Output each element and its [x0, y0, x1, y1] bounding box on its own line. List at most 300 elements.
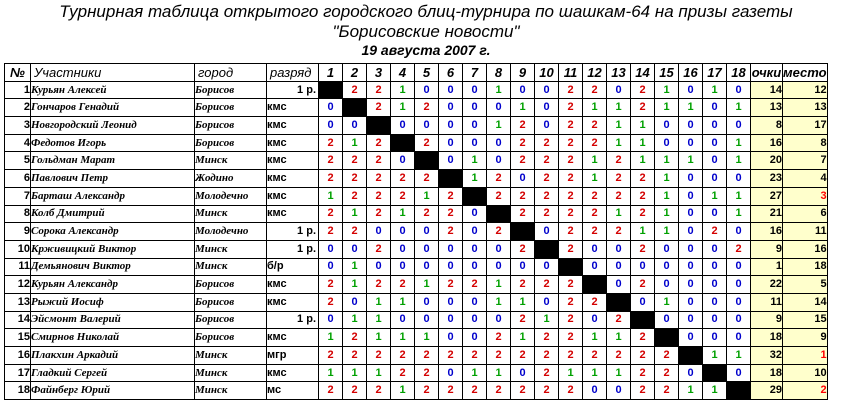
result-cell: 2 [415, 364, 439, 382]
result-cell: 2 [511, 240, 535, 258]
result-cell: 2 [391, 276, 415, 294]
result-cell: 1 [367, 293, 391, 311]
points-cell: 16 [751, 223, 783, 241]
result-cell: 0 [631, 293, 655, 311]
diagonal-cell [679, 347, 703, 365]
result-cell: 1 [319, 329, 343, 347]
participant-rank: кмс [267, 364, 319, 382]
participant-name: Плакхин Аркадий [31, 347, 195, 365]
diagonal-cell [703, 364, 727, 382]
participant-city: Борисов [195, 134, 267, 152]
place-cell: 2 [783, 382, 828, 400]
diagonal-cell [391, 134, 415, 152]
result-cell: 1 [655, 81, 679, 99]
row-number: 9 [5, 223, 31, 241]
result-cell: 2 [559, 99, 583, 117]
result-cell: 2 [607, 187, 631, 205]
result-cell: 2 [583, 293, 607, 311]
participant-name: Гончаров Генадий [31, 99, 195, 117]
result-cell: 2 [415, 347, 439, 365]
table-row [5, 329, 828, 347]
result-cell: 1 [391, 329, 415, 347]
participant-city: Борисов [195, 276, 267, 294]
diagonal-cell [439, 170, 463, 188]
result-cell: 0 [727, 293, 751, 311]
diagonal-cell [583, 276, 607, 294]
result-cell: 2 [559, 240, 583, 258]
result-cell: 2 [319, 382, 343, 400]
result-cell: 1 [559, 364, 583, 382]
result-cell: 2 [367, 170, 391, 188]
result-cell: 1 [391, 81, 415, 99]
result-cell: 2 [319, 293, 343, 311]
result-cell: 2 [559, 152, 583, 170]
result-cell: 2 [439, 223, 463, 241]
participant-city: Минск [195, 240, 267, 258]
result-cell: 0 [703, 170, 727, 188]
result-cell: 1 [487, 364, 511, 382]
result-cell: 1 [487, 276, 511, 294]
result-cell: 0 [511, 170, 535, 188]
header-opponent-7: 7 [463, 64, 487, 82]
points-cell: 18 [751, 329, 783, 347]
result-cell: 0 [391, 258, 415, 276]
row-number: 2 [5, 99, 31, 117]
result-cell: 0 [727, 117, 751, 135]
participant-rank: б/р [267, 258, 319, 276]
result-cell: 0 [487, 99, 511, 117]
points-cell: 20 [751, 152, 783, 170]
result-cell: 0 [463, 223, 487, 241]
result-cell: 1 [679, 152, 703, 170]
result-cell: 0 [463, 240, 487, 258]
header-row [5, 64, 828, 82]
participant-city: Жодино [195, 170, 267, 188]
result-cell: 0 [679, 258, 703, 276]
result-cell: 2 [415, 134, 439, 152]
result-cell: 2 [511, 382, 535, 400]
place-cell: 8 [783, 134, 828, 152]
result-cell: 1 [703, 382, 727, 400]
result-cell: 2 [559, 187, 583, 205]
result-cell: 0 [631, 258, 655, 276]
result-cell: 2 [367, 187, 391, 205]
result-cell: 0 [583, 258, 607, 276]
result-cell: 1 [319, 364, 343, 382]
result-cell: 0 [439, 117, 463, 135]
result-cell: 1 [631, 134, 655, 152]
points-cell: 23 [751, 170, 783, 188]
participant-city: Минск [195, 258, 267, 276]
result-cell: 2 [439, 276, 463, 294]
result-cell: 0 [391, 223, 415, 241]
participant-name: Барташ Александр [31, 187, 195, 205]
result-cell: 1 [655, 170, 679, 188]
participant-name: Новгородский Леонид [31, 117, 195, 135]
result-cell: 1 [511, 329, 535, 347]
result-cell: 2 [463, 347, 487, 365]
result-cell: 0 [703, 205, 727, 223]
participant-rank: кмс [267, 329, 319, 347]
points-cell: 9 [751, 240, 783, 258]
result-cell: 0 [415, 293, 439, 311]
result-cell: 2 [487, 187, 511, 205]
result-cell: 1 [343, 311, 367, 329]
result-cell: 1 [607, 205, 631, 223]
participant-name: Файнберг Юрий [31, 382, 195, 400]
row-number: 7 [5, 187, 31, 205]
result-cell: 0 [463, 81, 487, 99]
table-row [5, 382, 828, 400]
header-opponent-11: 11 [559, 64, 583, 82]
result-cell: 1 [343, 364, 367, 382]
result-cell: 0 [583, 311, 607, 329]
table-row [5, 240, 828, 258]
result-cell: 1 [487, 117, 511, 135]
result-cell: 2 [511, 117, 535, 135]
result-cell: 1 [583, 329, 607, 347]
result-cell: 1 [343, 258, 367, 276]
result-cell: 0 [607, 258, 631, 276]
result-cell: 0 [535, 223, 559, 241]
result-cell: 2 [655, 364, 679, 382]
result-cell: 2 [343, 187, 367, 205]
diagonal-cell [367, 117, 391, 135]
result-cell: 2 [535, 152, 559, 170]
result-cell: 0 [391, 152, 415, 170]
result-cell: 0 [439, 81, 463, 99]
result-cell: 1 [655, 99, 679, 117]
place-cell: 10 [783, 364, 828, 382]
header-place: место [783, 64, 827, 80]
participant-name: Эйсмонт Валерий [31, 311, 195, 329]
result-cell: 1 [487, 81, 511, 99]
result-cell: 0 [703, 240, 727, 258]
result-cell: 2 [631, 276, 655, 294]
participant-name: Колб Дмитрий [31, 205, 195, 223]
participant-city: Минск [195, 364, 267, 382]
participant-city: Молодечно [195, 187, 267, 205]
result-cell: 0 [583, 382, 607, 400]
result-cell: 0 [679, 293, 703, 311]
row-number: 14 [5, 311, 31, 329]
result-cell: 2 [367, 81, 391, 99]
result-cell: 2 [415, 382, 439, 400]
result-cell: 2 [559, 81, 583, 99]
result-cell: 0 [727, 81, 751, 99]
points-cell: 11 [751, 293, 783, 311]
result-cell: 1 [391, 293, 415, 311]
result-cell: 0 [679, 205, 703, 223]
result-cell: 0 [415, 81, 439, 99]
result-cell: 0 [367, 223, 391, 241]
place-cell: 12 [783, 81, 828, 99]
result-cell: 0 [679, 187, 703, 205]
row-number: 6 [5, 170, 31, 188]
result-cell: 0 [463, 117, 487, 135]
result-cell: 0 [463, 329, 487, 347]
result-cell: 1 [343, 276, 367, 294]
result-cell: 0 [727, 311, 751, 329]
participant-city: Борисов [195, 311, 267, 329]
participant-name: Гладкий Сергей [31, 364, 195, 382]
result-cell: 2 [631, 382, 655, 400]
participant-name: Гольдман Марат [31, 152, 195, 170]
result-cell: 1 [727, 205, 751, 223]
result-cell: 0 [439, 99, 463, 117]
result-cell: 0 [463, 293, 487, 311]
participant-rank: 1 р. [267, 223, 319, 241]
result-cell: 2 [511, 276, 535, 294]
header-opponent-1: 1 [319, 64, 343, 82]
result-cell: 0 [439, 329, 463, 347]
result-cell: 0 [727, 329, 751, 347]
result-cell: 2 [319, 134, 343, 152]
result-cell: 0 [679, 329, 703, 347]
result-cell: 1 [583, 152, 607, 170]
participant-city: Борисов [195, 99, 267, 117]
result-cell: 2 [583, 81, 607, 99]
result-cell: 0 [463, 99, 487, 117]
result-cell: 2 [583, 205, 607, 223]
participant-city: Минск [195, 347, 267, 365]
result-cell: 1 [703, 347, 727, 365]
place-cell: 5 [783, 276, 828, 294]
result-cell: 0 [703, 258, 727, 276]
diagonal-cell [463, 187, 487, 205]
result-cell: 2 [631, 240, 655, 258]
result-cell: 2 [607, 223, 631, 241]
result-cell: 1 [391, 382, 415, 400]
result-cell: 2 [631, 329, 655, 347]
participant-city: Минск [195, 152, 267, 170]
result-cell: 2 [439, 347, 463, 365]
diagonal-cell [415, 152, 439, 170]
row-number: 16 [5, 347, 31, 365]
result-cell: 1 [607, 117, 631, 135]
diagonal-cell [559, 258, 583, 276]
points-cell: 27 [751, 187, 783, 205]
result-cell: 2 [559, 205, 583, 223]
result-cell: 0 [415, 223, 439, 241]
result-cell: 2 [631, 364, 655, 382]
result-cell: 2 [463, 382, 487, 400]
header-opponent-8: 8 [487, 64, 511, 82]
points-cell: 8 [751, 117, 783, 135]
tournament-table [4, 63, 828, 400]
participant-name: Павлович Петр [31, 170, 195, 188]
result-cell: 2 [343, 347, 367, 365]
participant-rank: кмс [267, 117, 319, 135]
header-opponent-13: 13 [607, 64, 631, 82]
row-number: 15 [5, 329, 31, 347]
result-cell: 1 [727, 347, 751, 365]
result-cell: 1 [655, 187, 679, 205]
result-cell: 2 [535, 170, 559, 188]
header-opponent-4: 4 [391, 64, 415, 82]
points-cell: 14 [751, 81, 783, 99]
result-cell: 2 [559, 117, 583, 135]
table-row [5, 187, 828, 205]
place-cell: 7 [783, 152, 828, 170]
result-cell: 0 [679, 117, 703, 135]
result-cell: 0 [607, 240, 631, 258]
result-cell: 0 [487, 311, 511, 329]
table-row [5, 170, 828, 188]
result-cell: 1 [631, 117, 655, 135]
result-cell: 1 [415, 187, 439, 205]
result-cell: 2 [631, 81, 655, 99]
place-cell: 1 [783, 347, 828, 365]
result-cell: 2 [535, 329, 559, 347]
result-cell: 2 [559, 311, 583, 329]
result-cell: 2 [583, 187, 607, 205]
result-cell: 0 [655, 117, 679, 135]
result-cell: 0 [487, 134, 511, 152]
result-cell: 2 [559, 382, 583, 400]
participant-rank: 1 р. [267, 81, 319, 99]
participant-rank: кмс [267, 170, 319, 188]
result-cell: 0 [343, 240, 367, 258]
diagonal-cell [631, 311, 655, 329]
result-cell: 0 [439, 293, 463, 311]
result-cell: 2 [631, 187, 655, 205]
result-cell: 0 [535, 117, 559, 135]
table-row [5, 152, 828, 170]
participant-city: Борисов [195, 117, 267, 135]
participant-name: Федотов Игорь [31, 134, 195, 152]
result-cell: 2 [607, 347, 631, 365]
result-cell: 1 [727, 134, 751, 152]
result-cell: 2 [391, 170, 415, 188]
result-cell: 1 [367, 364, 391, 382]
place-cell: 18 [783, 258, 828, 276]
result-cell: 0 [679, 364, 703, 382]
header-rank: разряд [267, 64, 319, 82]
participant-rank: кмс [267, 152, 319, 170]
result-cell: 2 [343, 152, 367, 170]
place-cell: 14 [783, 293, 828, 311]
result-cell: 1 [367, 329, 391, 347]
result-cell: 2 [343, 81, 367, 99]
result-cell: 1 [655, 205, 679, 223]
result-cell: 2 [415, 170, 439, 188]
result-cell: 0 [655, 258, 679, 276]
participant-city: Борисов [195, 293, 267, 311]
result-cell: 0 [679, 240, 703, 258]
table-row [5, 205, 828, 223]
table-row [5, 293, 828, 311]
place-cell: 11 [783, 223, 828, 241]
result-cell: 0 [343, 293, 367, 311]
header-opponent-12: 12 [583, 64, 607, 82]
header-opponent-18: 18 [727, 64, 751, 82]
header-opponent-14: 14 [631, 64, 655, 82]
result-cell: 0 [319, 99, 343, 117]
result-cell: 2 [559, 223, 583, 241]
participant-city: Минск [195, 205, 267, 223]
result-cell: 2 [535, 187, 559, 205]
result-cell: 2 [343, 170, 367, 188]
result-cell: 0 [607, 81, 631, 99]
result-cell: 1 [487, 293, 511, 311]
result-cell: 1 [463, 152, 487, 170]
result-cell: 2 [319, 152, 343, 170]
place-cell: 6 [783, 205, 828, 223]
result-cell: 1 [583, 170, 607, 188]
participant-rank: 1 р. [267, 311, 319, 329]
result-cell: 1 [583, 99, 607, 117]
result-cell: 1 [343, 205, 367, 223]
result-cell: 2 [631, 170, 655, 188]
header-opponent-5: 5 [415, 64, 439, 82]
result-cell: 1 [655, 293, 679, 311]
participant-rank: 1 р. [267, 240, 319, 258]
result-cell: 0 [727, 364, 751, 382]
result-cell: 0 [727, 223, 751, 241]
table-row [5, 99, 828, 117]
result-cell: 2 [583, 117, 607, 135]
result-cell: 2 [535, 134, 559, 152]
result-cell: 2 [319, 223, 343, 241]
result-cell: 2 [511, 152, 535, 170]
diagonal-cell [727, 382, 751, 400]
result-cell: 0 [415, 117, 439, 135]
result-cell: 0 [703, 293, 727, 311]
result-cell: 2 [319, 170, 343, 188]
result-cell: 0 [679, 81, 703, 99]
result-cell: 0 [439, 364, 463, 382]
result-cell: 2 [463, 276, 487, 294]
result-cell: 0 [535, 99, 559, 117]
place-cell: 9 [783, 329, 828, 347]
result-cell: 2 [655, 347, 679, 365]
table-body [5, 81, 828, 399]
points-cell: 22 [751, 276, 783, 294]
table-row [5, 223, 828, 241]
result-cell: 0 [439, 311, 463, 329]
result-cell: 1 [727, 152, 751, 170]
header-points: очки [751, 64, 782, 80]
table-subtitle: "Борисовские новости" [332, 22, 520, 41]
result-cell: 0 [703, 311, 727, 329]
result-cell: 0 [319, 311, 343, 329]
participant-rank: мгр [267, 347, 319, 365]
result-cell: 0 [319, 240, 343, 258]
result-cell: 0 [703, 152, 727, 170]
result-cell: 2 [343, 382, 367, 400]
result-cell: 1 [727, 99, 751, 117]
participant-city: Борисов [195, 81, 267, 99]
result-cell: 2 [559, 134, 583, 152]
result-cell: 2 [559, 276, 583, 294]
result-cell: 2 [511, 134, 535, 152]
result-cell: 2 [391, 364, 415, 382]
result-cell: 0 [655, 311, 679, 329]
result-cell: 1 [679, 99, 703, 117]
result-cell: 0 [415, 240, 439, 258]
result-cell: 0 [703, 117, 727, 135]
result-cell: 2 [367, 134, 391, 152]
participant-rank: кмс [267, 293, 319, 311]
header-opponent-6: 6 [439, 64, 463, 82]
result-cell: 2 [535, 276, 559, 294]
place-cell: 17 [783, 117, 828, 135]
result-cell: 1 [607, 329, 631, 347]
result-cell: 1 [391, 99, 415, 117]
result-cell: 2 [511, 205, 535, 223]
result-cell: 2 [487, 347, 511, 365]
